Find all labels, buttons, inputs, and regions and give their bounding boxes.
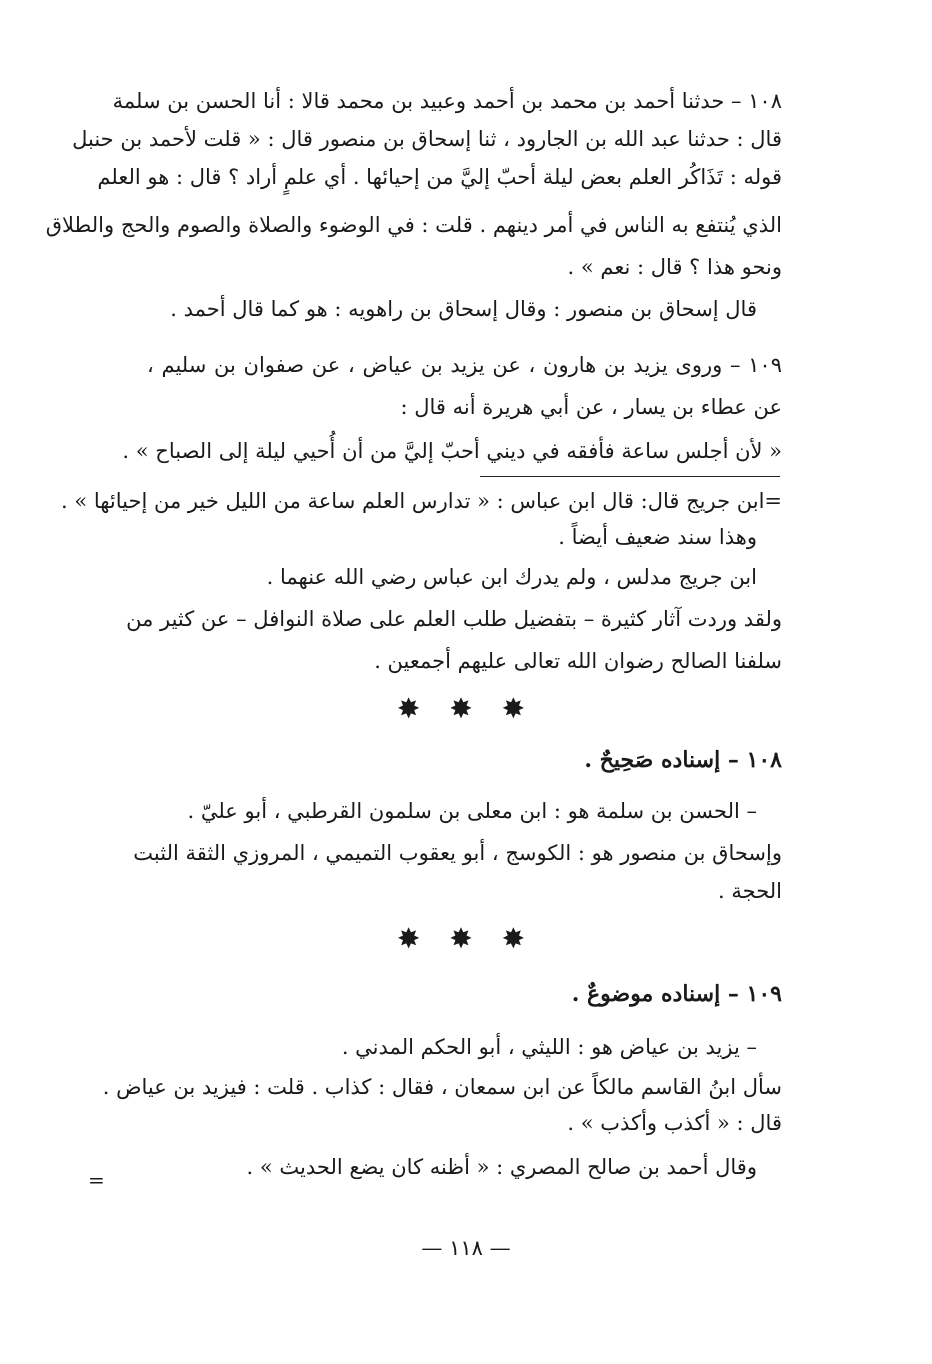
page-number: — ١١٨ —	[421, 1236, 511, 1260]
hadith-108-line-4: الذي يُنتفع به الناس في أمر دينهم . قلت : في الوضوء والصلاة والصوم والحج والطلاق	[45, 213, 782, 237]
footnote-109-line-3: قال : « أكذب وأكذب » .	[567, 1111, 782, 1135]
footnote-108-line-1: – الحسن بن سلمة هو : ابن معلى بن سلمون القرطبي ، أبو عليّ .	[187, 799, 757, 823]
hadith-109-line-3: « لأن أجلس ساعة فأفقه في ديني أحبّ إليَّ من أن أُحيي ليلة إلى الصباح » .	[122, 439, 782, 463]
footnote-109-line-4: وقال أحمد بن صالح المصري : « أظنه كان يضع الحديث » .	[246, 1155, 757, 1179]
footnote-continued-line-1: =ابن جريج قال: قال ابن عباس : « تدارس العلم ساعة من الليل خير من إحيائها » .	[60, 489, 782, 513]
footnote-109-line-2: سأل ابنُ القاسم مالكاً عن ابن سمعان ، فقال : كذاب . قلت : فيزيد بن عياض .	[102, 1075, 782, 1099]
continuation-mark: =	[88, 1168, 105, 1192]
hadith-108-note: قال إسحاق بن منصور : وقال إسحاق بن راهويه : هو كما قال أحمد .	[170, 297, 757, 321]
hadith-109-line-2: عن عطاء بن يسار ، عن أبي هريرة أنه قال :	[400, 395, 782, 419]
hadith-108-line-2: قال : حدثنا عبد الله بن الجارود ، ثنا إسحاق بن منصور قال : « قلت لأحمد بن حنبل	[72, 127, 782, 151]
footnote-continued-line-2: وهذا سند ضعيف أيضاً .	[558, 525, 757, 549]
hadith-109-line-1: ١٠٩ – وروى يزيد بن هارون ، عن يزيد بن عياض ، عن صفوان بن سليم ،	[147, 353, 782, 377]
footnote-109-heading: ١٠٩ – إسناده موضوعٌ .	[571, 981, 782, 1007]
section-separator-2: ✸ ✸ ✸	[396, 922, 536, 955]
footnote-108-line-3: الحجة .	[718, 879, 782, 903]
section-separator: ✸ ✸ ✸	[396, 692, 536, 725]
footnote-continued-line-5: سلفنا الصالح رضوان الله تعالى عليهم أجمعين .	[374, 649, 782, 673]
footnote-109-line-1: – يزيد بن عياض هو : الليثي ، أبو الحكم المدني .	[341, 1035, 757, 1059]
hadith-108-line-5: ونحو هذا ؟ قال : نعم » .	[567, 255, 782, 279]
footnote-continued-line-4: ولقد وردت آثار كثيرة – بتفضيل طلب العلم على صلاة النوافل – عن كثير من	[126, 607, 782, 631]
hadith-108-line-1: ١٠٨ – حدثنا أحمد بن محمد بن أحمد وعبيد بن محمد قالا : أنا الحسن بن سلمة	[112, 89, 782, 113]
footnote-108-line-2: وإسحاق بن منصور هو : الكوسج ، أبو يعقوب التميمي ، المروزي الثقة الثبت	[133, 841, 782, 865]
hadith-108-line-3: قوله : تَذَاكُر العلم بعض ليلة أحبّ إليَّ من إحيائها . أي علمٍ أراد ؟ قال : هو العلم	[97, 165, 782, 189]
footnote-108-heading: ١٠٨ – إسناده صَحِيحٌ .	[584, 747, 782, 773]
footnote-rule	[480, 476, 780, 477]
footnote-continued-line-3: ابن جريج مدلس ، ولم يدرك ابن عباس رضي الله عنهما .	[266, 565, 757, 589]
